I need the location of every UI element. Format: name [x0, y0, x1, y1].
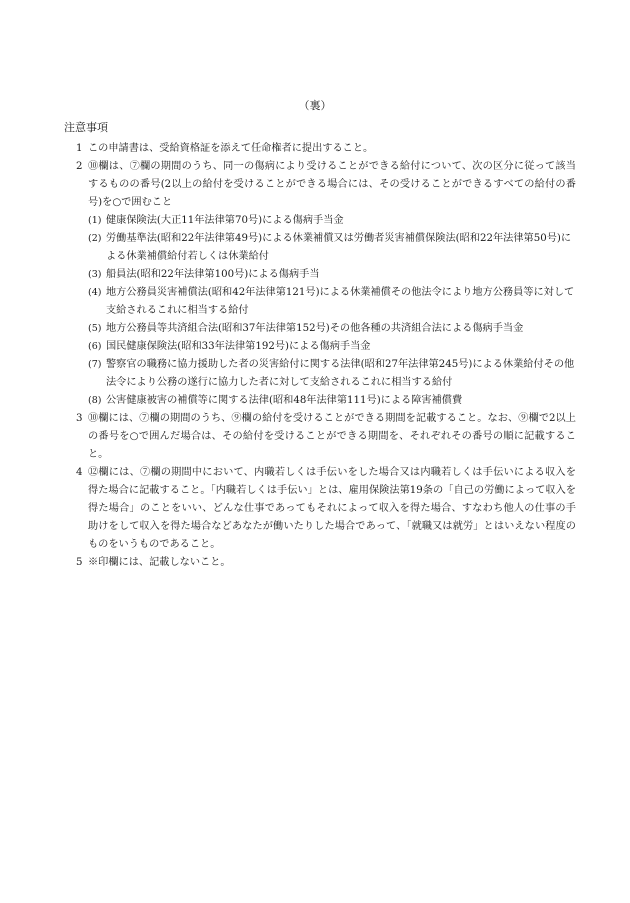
benefit-text: 地方公務員災害補償法(昭和42年法律第121号)による休業補償その他法令により地方公務員等に対して支給されるこれに相当する給付 — [106, 287, 575, 316]
note-item-4 — [64, 464, 576, 554]
note-number: 1 — [76, 143, 83, 154]
note-text: この申請書は、受給資格証を添えて任命権者に提出すること。 — [88, 143, 374, 154]
benefit-number: (5) — [88, 323, 102, 334]
note-number: 5 — [76, 557, 83, 568]
note-number: 4 — [76, 467, 83, 478]
benefit-number: (2) — [88, 233, 102, 244]
page-title: （裏） — [298, 99, 332, 112]
note-number: 2 — [76, 161, 83, 172]
benefit-text: 公害健康被害の補償等に関する法律(昭和48年法律第111号)による障害補償費 — [106, 395, 463, 406]
benefit-number: (1) — [88, 215, 102, 226]
benefit-number: (3) — [88, 269, 102, 280]
benefit-item-8 — [64, 392, 576, 410]
note-text: ※印欄には、記載しないこと。 — [88, 557, 231, 568]
benefit-number: (6) — [88, 341, 102, 352]
benefit-item-3 — [64, 266, 576, 284]
benefit-item-5 — [64, 320, 576, 338]
benefit-text: 労働基準法(昭和22年法律第49号)による休業補償又は労働者災害補償保険法(昭和22年法律第50号)による休業補償給付若しくは休業給付 — [106, 233, 572, 262]
note-text: ⑩欄は、⑦欄の期間のうち、同一の傷病により受けることができる給付について、次の区分に従って該当するものの番号(2以上の給付を受けることができる場合には、その受けることができるすべての給付の番号)を○で囲むこと — [88, 161, 576, 208]
benefit-text: 国民健康保険法(昭和33年法律第192号)による傷病手当金 — [106, 341, 371, 352]
benefit-text: 健康保険法(大正11年法律第70号)による傷病手当金 — [106, 215, 344, 226]
benefit-text: 地方公務員等共済組合法(昭和37年法律第152号)その他各種の共済組合法による傷病手当金 — [106, 323, 524, 334]
note-text: ⑩欄には、⑦欄の期間のうち、⑨欄の給付を受けることができる期間を記載すること。なお、⑨欄で2以上の番号を○で囲んだ場合は、その給付を受けることができる期間を、それぞれその番号の順に記載すること。 — [88, 413, 576, 460]
note-text: ⑫欄には、⑦欄の期間中において、内職若しくは手伝いをした場合又は内職若しくは手伝いによる収入を得た場合に記載すること。「内職若しくは手伝い」とは、雇用保険法第19条の「自己の労働によって収入を得た場合」のことをいい、どんな仕事であってもそれによって収入を得た場合、すなわち他人の仕事の手助けをして収入を得た場合などあなたが働いたりした場合であって、「就職又は就労」とはいえない程度のものをいうものであること。 — [88, 467, 576, 550]
note-item-1 — [64, 140, 576, 158]
benefit-text: 警察官の職務に協力援助した者の災害給付に関する法律(昭和27年法律第245号)による休業給付その他法令により公務の遂行に協力した者に対して支給されるこれに相当する給付 — [106, 359, 575, 388]
note-item-3 — [64, 410, 576, 464]
benefit-text: 船員法(昭和22年法律第100号)による傷病手当 — [106, 269, 320, 280]
benefit-item-7 — [64, 356, 576, 392]
note-item-5 — [64, 554, 576, 572]
benefit-item-1 — [64, 212, 576, 230]
notes-heading: 注意事項 — [64, 121, 108, 134]
note-number: 3 — [76, 413, 83, 424]
benefit-number: (7) — [88, 359, 102, 370]
note-item-2 — [64, 158, 576, 212]
benefit-number: (8) — [88, 395, 102, 406]
notes-list — [64, 140, 576, 572]
benefit-item-4 — [64, 284, 576, 320]
benefit-item-2 — [64, 230, 576, 266]
benefit-number: (4) — [88, 287, 102, 298]
benefit-item-6 — [64, 338, 576, 356]
